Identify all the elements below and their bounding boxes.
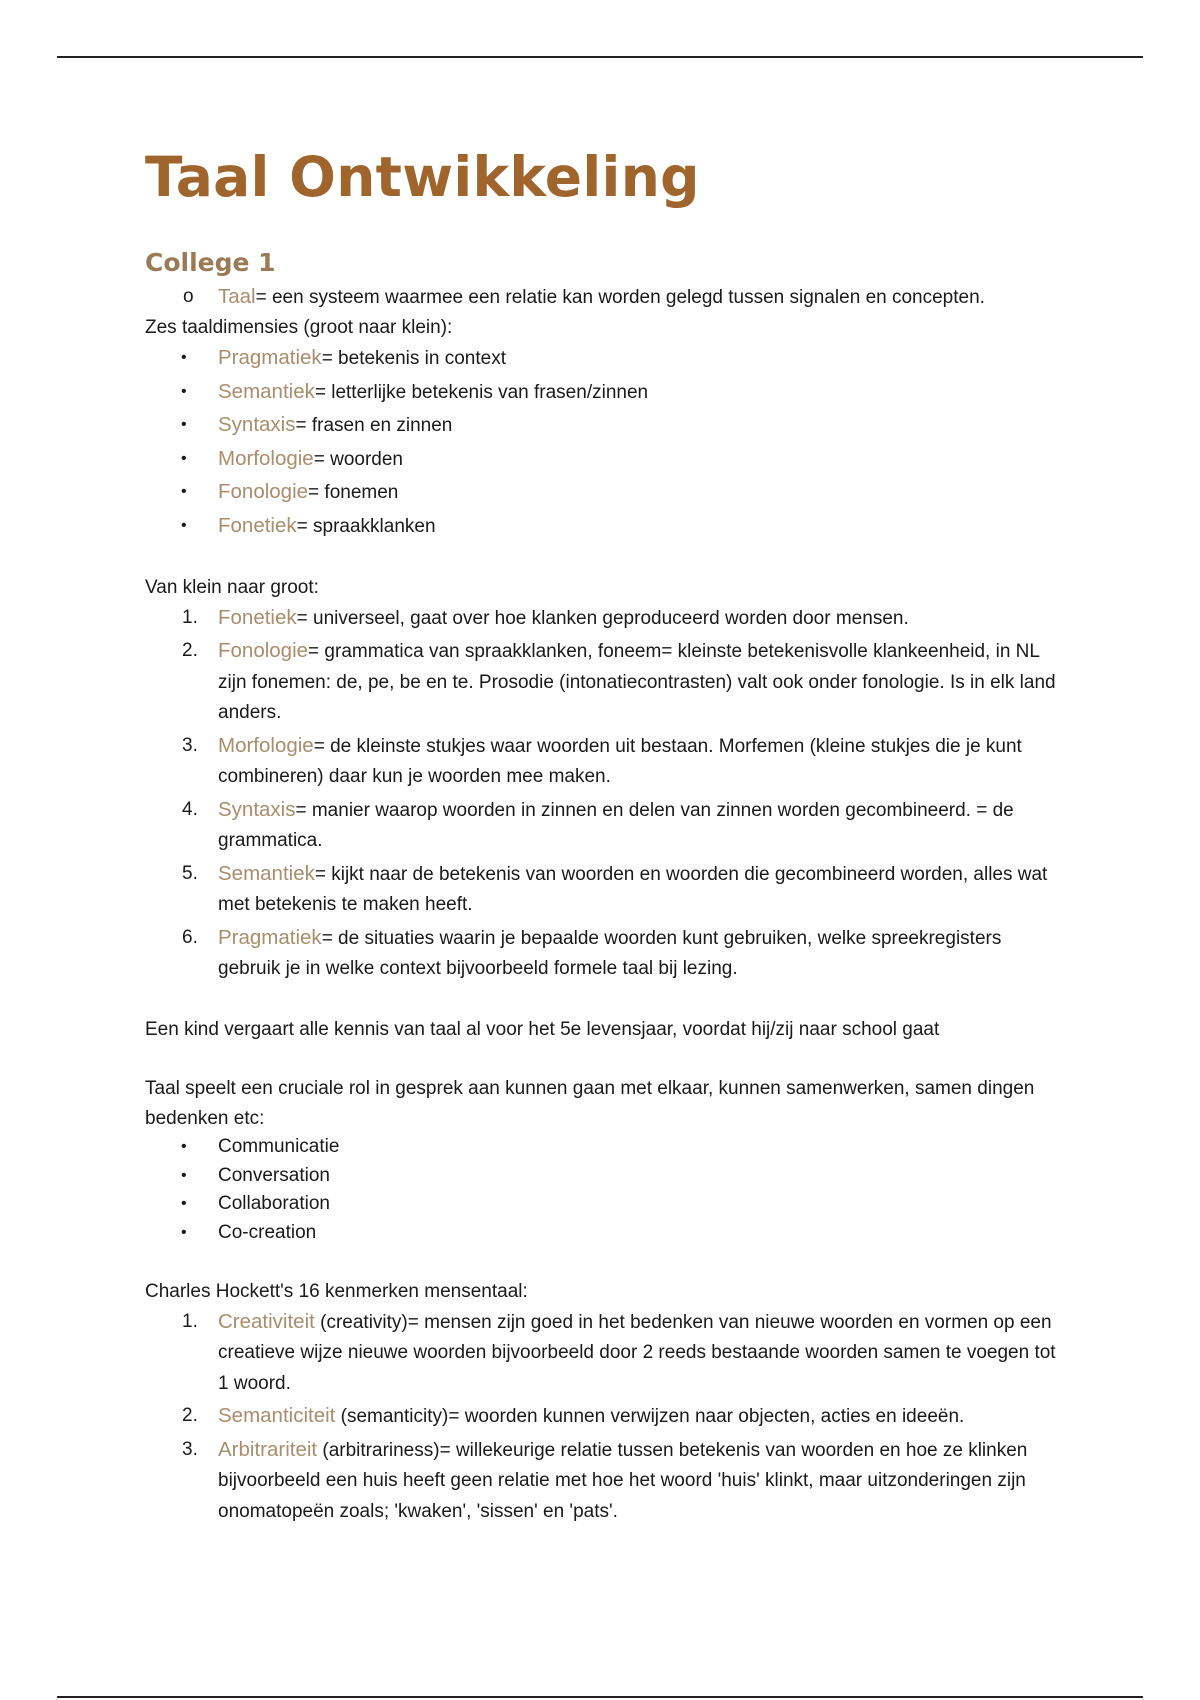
list-text: Conversation — [218, 1164, 330, 1186]
list-number: 2. — [182, 1405, 198, 1426]
list-item — [145, 1307, 1065, 1400]
bullet: • — [181, 1166, 187, 1184]
term: Fonologie — [218, 480, 309, 503]
footer-rule — [57, 1696, 1143, 1698]
term: Semanticiteit — [218, 1404, 336, 1427]
list-number: 3. — [182, 734, 198, 756]
document-title: Taal Ontwikkeling — [145, 145, 700, 209]
list-item — [145, 795, 1065, 857]
bullet: • — [181, 1138, 187, 1155]
list-item — [145, 1162, 1065, 1191]
list-number: 1. — [182, 606, 198, 628]
definition: (semanticity)= woorden kunnen verwijzen naar objecten, acties en ideeën. — [335, 1406, 965, 1427]
bullet: • — [181, 416, 187, 433]
roles-list — [145, 1133, 1065, 1247]
list-item — [145, 282, 1065, 313]
term: Fonetiek — [218, 605, 297, 629]
list-item — [145, 636, 1065, 729]
role-paragraph: Taal speelt een cruciale rol in gesprek aan kunnen gaan met elkaar, kunnen samenwerken, samen dingen bedenken etc: — [145, 1078, 1035, 1129]
list-text: Collaboration — [218, 1193, 330, 1214]
bullet: • — [181, 1195, 187, 1212]
definition: = woorden — [313, 448, 403, 470]
list-number: 2. — [182, 640, 198, 661]
list-number: 5. — [182, 862, 198, 884]
bullet: • — [181, 1223, 187, 1241]
definition: = betekenis in context — [321, 348, 507, 369]
term: Morfologie — [218, 733, 314, 757]
term: Arbitrariteit — [218, 1437, 318, 1461]
bullet: • — [181, 349, 187, 366]
list-number: 3. — [182, 1438, 198, 1460]
list-item — [145, 923, 1065, 985]
list-item — [145, 731, 1065, 793]
list-item — [145, 443, 1065, 477]
definition: = grammatica van spraakklanken, foneem= kleinste betekenisvolle klankeenheid, in NL zijn fonemen: de, pe, be en te. Prosodie (intonatiecontrasten) valt ook onder fonologie. Is in elk land anders. — [218, 641, 1056, 723]
term: Creativiteit — [218, 1309, 315, 1333]
definition: = universeel, gaat over hoe klanken geproduceerd worden door mensen. — [296, 607, 909, 629]
list-text: Communicatie — [218, 1136, 340, 1157]
term: Morfologie — [218, 446, 314, 470]
dimensions-list — [145, 342, 1065, 543]
definition: (arbitrariness)= willekeurige relatie tussen betekenis van woorden en hoe ze klinken bijvoorbeeld een huis heeft geen relatie met hoe het woord 'huis' klinkt, maar uitzonderingen zijn onomatopeën zoals; 'kwaken', 'sissen' en 'pats'. — [218, 1439, 1028, 1522]
header-rule — [57, 56, 1143, 58]
small-to-large-heading: Van klein naar groot: — [145, 577, 319, 598]
list-text: Co-creation — [218, 1221, 317, 1243]
term: Pragmatiek — [218, 925, 322, 949]
bullet: • — [181, 483, 187, 500]
dimensions-heading: Zes taaldimensies (groot naar klein): — [145, 316, 453, 338]
list-item — [145, 342, 1065, 376]
definition: = fonemen — [308, 482, 399, 503]
term: Fonetiek — [218, 513, 297, 537]
list-item — [145, 603, 1065, 635]
term: Fonologie — [218, 639, 309, 662]
bullet: • — [181, 382, 187, 400]
document-body — [145, 136, 1065, 1529]
definition: = spraakklanken — [296, 515, 436, 537]
bullet: • — [181, 516, 187, 534]
list-item — [145, 409, 1065, 443]
list-number: 1. — [182, 1310, 198, 1332]
list-number: 4. — [182, 798, 198, 820]
child-paragraph: Een kind vergaart alle kennis van taal al voor het 5e levensjaar, voordat hij/zij naar school gaat — [145, 1018, 940, 1040]
hockett-heading: Charles Hockett's 16 kenmerken mensentaal: — [145, 1281, 528, 1302]
term: Semantiek — [218, 379, 315, 403]
definition: = de situaties waarin je bepaalde woorden kunt gebruiken, welke spreekregisters gebruik je in welke context bijvoorbeeld formele taal bij lezing. — [218, 927, 1002, 979]
list-item — [145, 1190, 1065, 1219]
list-item — [145, 476, 1065, 510]
list-item — [145, 1435, 1065, 1528]
term: Semantiek — [218, 861, 315, 885]
list-item — [145, 1219, 1065, 1248]
list-item — [145, 1401, 1065, 1433]
definition: = een systeem waarmee een relatie kan worden gelegd tussen signalen en concepten. — [255, 287, 985, 308]
definition: = frasen en zinnen — [295, 415, 453, 436]
list-item — [145, 510, 1065, 544]
section-heading: College 1 — [145, 248, 276, 277]
definition: = manier waarop woorden in zinnen en delen van zinnen worden gecombineerd. = de grammatica. — [218, 799, 1014, 851]
list-item — [145, 376, 1065, 410]
list-item — [145, 1133, 1065, 1162]
definition: = kijkt naar de betekenis van woorden en woorden die gecombineerd worden, alles wat met betekenis te maken heeft. — [218, 863, 1048, 915]
hockett-list — [145, 1307, 1065, 1528]
term: Syntaxis — [218, 797, 296, 821]
term: Syntaxis — [218, 413, 296, 436]
small-to-large-list — [145, 603, 1065, 985]
list-number: 6. — [182, 926, 198, 948]
term: Pragmatiek — [218, 346, 322, 369]
definition: (creativity)= mensen zijn goed in het bedenken van nieuwe woorden en vormen op een creatieve wijze nieuwe woorden bijvoorbeeld door 2 reeds bestaande woorden samen te voegen tot 1 woord. — [218, 1311, 1056, 1394]
term: Taal — [218, 285, 256, 308]
list-item — [145, 859, 1065, 921]
definition: = letterlijke betekenis van frasen/zinnen — [314, 381, 649, 403]
bullet: • — [181, 449, 187, 467]
intro-list — [145, 282, 1065, 313]
list-marker: o — [183, 286, 194, 307]
definition: = de kleinste stukjes waar woorden uit bestaan. Morfemen (kleine stukjes die je kunt combineren) daar kun je woorden mee maken. — [218, 735, 1022, 787]
